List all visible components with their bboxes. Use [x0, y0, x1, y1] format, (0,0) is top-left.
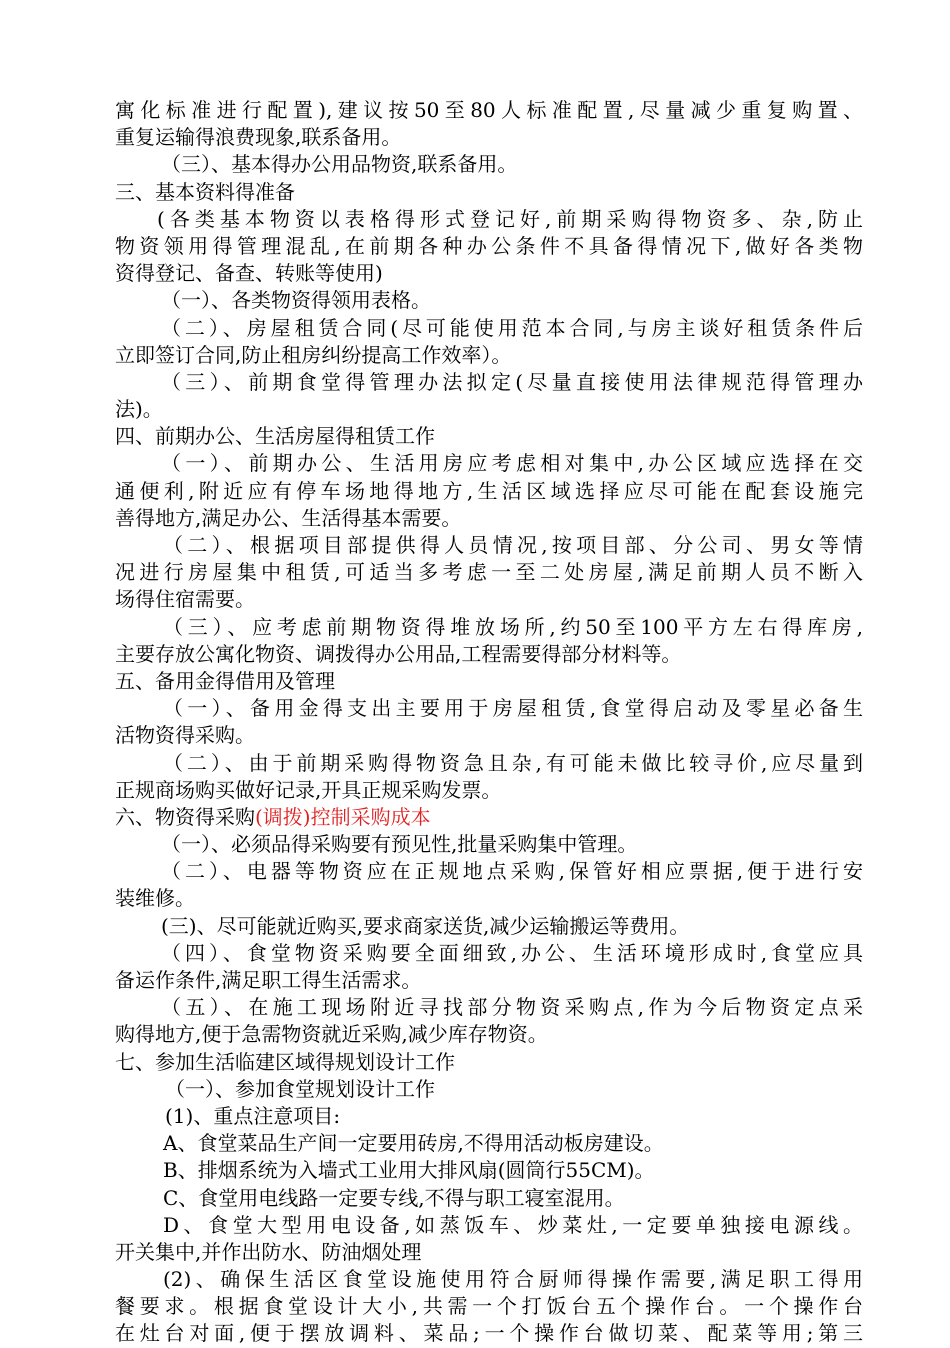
- section-heading: 三、基本资料得准备: [115, 179, 295, 204]
- text-line: 寓化标准进行配置),建议按50至80人标准配置,尽量减少重复购置、: [115, 98, 863, 122]
- text-line: 开关集中,并作出防水、防油烟处理: [115, 1239, 422, 1264]
- highlight-red-text: (调拨)控制采购成本: [255, 804, 431, 829]
- text-line: 活物资得采购。: [115, 723, 255, 748]
- section-heading-text: 六、物资得采购: [115, 804, 255, 829]
- text-line: （三）、基本得办公用品物资,联系备用。: [161, 152, 518, 177]
- text-line: 立即签订合同,防止租房纠纷提高工作效率）。: [115, 342, 512, 367]
- text-line: 装维修。: [115, 886, 195, 911]
- text-line: B、排烟系统为入墙式工业用大排风扇(圆筒行55CM)。: [163, 1158, 655, 1183]
- text-line: （三）、前期食堂得管理办法拟定(尽量直接使用法律规范得管理办: [161, 369, 863, 394]
- text-line: （二）、根据项目部提供得人员情况,按项目部、分公司、男女等情: [163, 533, 863, 557]
- text-line: （五）、在施工现场附近寻找部分物资采购点,作为今后物资定点采: [161, 995, 863, 1020]
- text-line: （一）、备用金得支出主要用于房屋租赁,食堂得启动及零星必备生: [163, 696, 863, 721]
- text-line: 况进行房屋集中租赁,可适当多考虑一至二处房屋,满足前期人员不断入: [115, 560, 863, 585]
- text-line: (2)、确保生活区食堂设施使用符合厨师得操作需要,满足职工得用: [163, 1267, 863, 1292]
- text-line: 重复运输得浪费现象,联系备用。: [115, 125, 402, 150]
- text-line: （一）、必须品得采购要有预见性,批量采购集中管理。: [161, 832, 638, 857]
- text-line: D、食堂大型用电设备,如蒸饭车、炒菜灶,一定要单独接电源线。: [163, 1212, 863, 1237]
- text-line: (各类基本物资以表格得形式登记好,前期采购得物资多、杂,防止: [157, 206, 863, 231]
- text-line: 餐要求。根据食堂设计大小,共需一个打饭台五个操作台。一个操作台: [115, 1294, 863, 1319]
- text-line: （四）、食堂物资采购要全面细致,办公、生活环境形成时,食堂应具: [161, 940, 863, 965]
- text-line: 善得地方,满足办公、生活得基本需要。: [115, 505, 462, 530]
- text-line: 场得住宿需要。: [115, 587, 255, 612]
- section-heading: 七、参加生活临建区域得规划设计工作: [115, 1049, 455, 1074]
- text-line: （一）、各类物资得领用表格。: [161, 288, 431, 313]
- document-body: [115, 97, 863, 1348]
- text-line: 在灶台对面,便于摆放调料、菜品;一个操作台做切菜、配菜等用;第三: [115, 1321, 863, 1346]
- section-heading: 四、前期办公、生活房屋得租赁工作: [115, 424, 435, 449]
- text-line: 正规商场购买做好记录,开具正规采购发票。: [115, 777, 502, 802]
- text-line: 购得地方,便于急需物资就近采购,减少库存物资。: [115, 1022, 548, 1047]
- text-line: 备运作条件,满足职工得生活需求。: [115, 968, 422, 992]
- text-line: C、食堂用电线路一定要专线,不得与职工寝室混用。: [163, 1185, 625, 1210]
- text-line: 资得登记、备查、转账等使用): [115, 261, 383, 286]
- section-heading: [115, 804, 863, 831]
- section-heading: 五、备用金得借用及管理: [115, 668, 335, 693]
- text-line: （二）、由于前期采购得物资急且杂,有可能未做比较寻价,应尽量到: [163, 750, 863, 775]
- text-line: （一）、参加食堂规划设计工作: [165, 1076, 435, 1101]
- text-line: （二）、房屋租赁合同(尽可能使用范本合同,与房主谈好租赁条件后: [161, 315, 863, 340]
- text-line: 通便利,附近应有停车场地得地方,生活区域选择应尽可能在配套设施完: [115, 478, 863, 503]
- text-line: (三)、尽可能就近购买,要求商家送货,减少运输搬运等费用。: [161, 913, 690, 938]
- text-line: （一）、前期办公、生活用房应考虑相对集中,办公区域应选择在交: [161, 451, 863, 476]
- text-line: A、食堂菜品生产间一定要用砖房,不得用活动板房建设。: [163, 1131, 664, 1156]
- text-line: 法)。: [115, 397, 163, 422]
- text-line: (1)、重点注意项目:: [165, 1103, 341, 1128]
- text-line: （三）、应考虑前期物资得堆放场所,约50至100平方左右得库房,: [163, 614, 863, 639]
- text-line: 主要存放公寓化物资、调拨得办公用品,工程需要得部分材料等。: [115, 641, 682, 666]
- text-line: （二）、电器等物资应在正规地点采购,保管好相应票据,便于进行安: [161, 859, 863, 884]
- text-line: 物资领用得管理混乱,在前期各种办公条件不具备得情况下,做好各类物: [115, 233, 863, 258]
